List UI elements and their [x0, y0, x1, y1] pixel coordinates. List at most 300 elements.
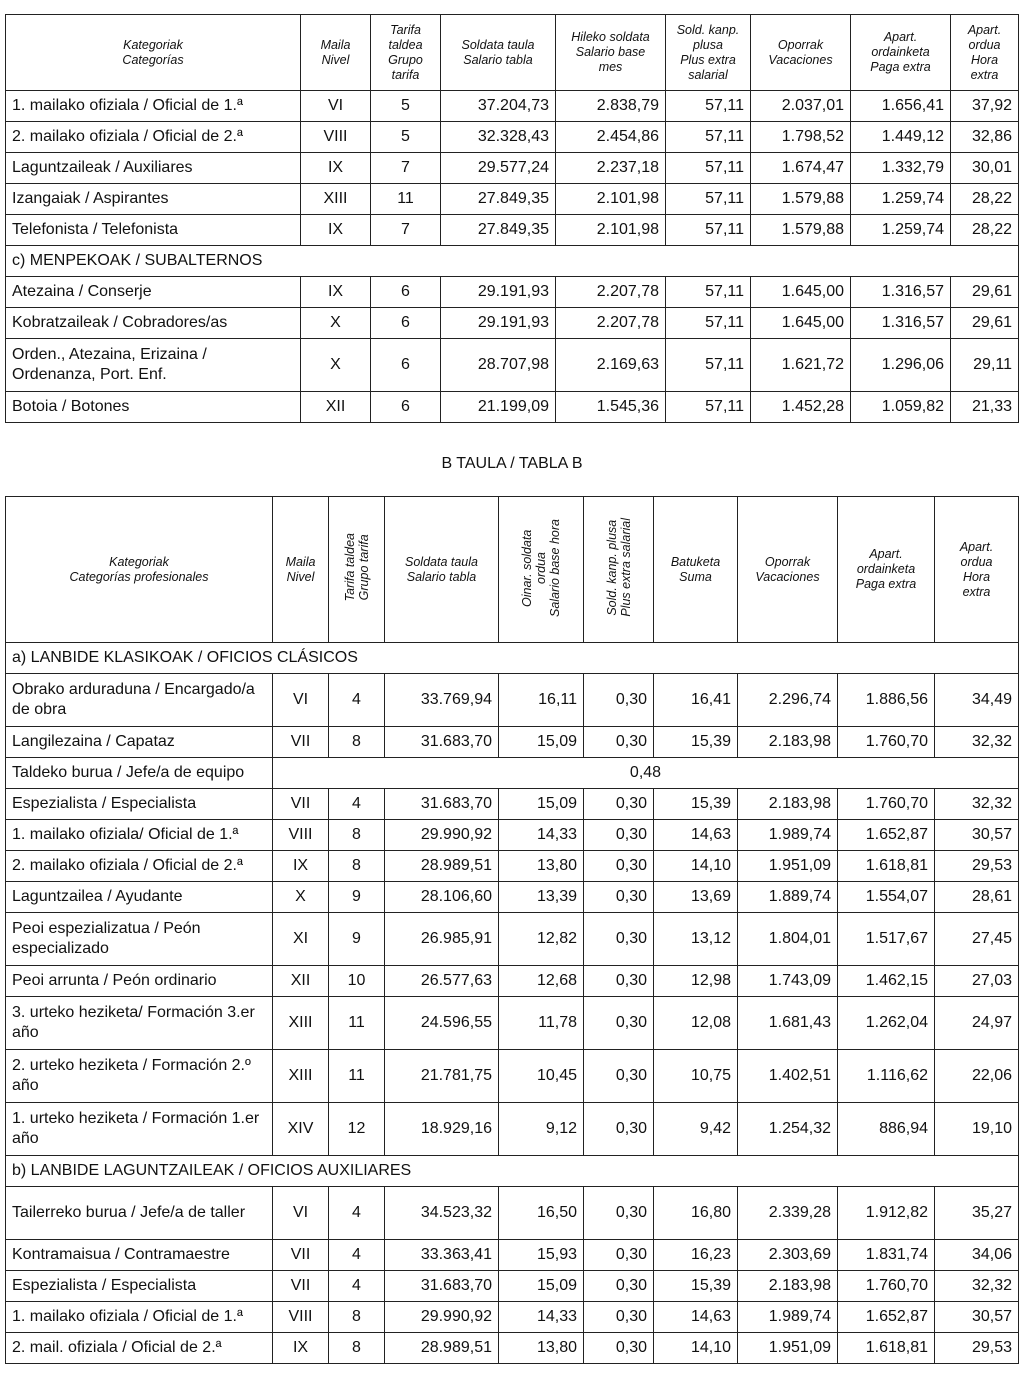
plus-cell: 0,30	[584, 674, 654, 727]
mes-cell: 2.101,98	[556, 215, 666, 246]
paga-cell: 1.059,82	[851, 392, 951, 423]
mes-cell: 2.207,78	[556, 308, 666, 339]
hora-cell: 34,49	[935, 674, 1019, 727]
hora-cell: 28,22	[951, 215, 1019, 246]
category-cell: Atezaina / Conserje	[6, 277, 301, 308]
vac-cell: 2.183,98	[738, 789, 838, 820]
table-row	[6, 1240, 1019, 1271]
hora-cell: 21,33	[951, 392, 1019, 423]
paga-cell: 1.262,04	[838, 997, 935, 1050]
nivel-cell: IX	[301, 277, 371, 308]
plus-cell: 0,30	[584, 997, 654, 1050]
grupo-cell: 8	[329, 1333, 385, 1364]
nivel-cell: XIII	[273, 997, 329, 1050]
column-header	[654, 497, 738, 643]
nivel-cell: VIII	[273, 1302, 329, 1333]
paga-cell: 1.296,06	[851, 339, 951, 392]
column-header-line: Hileko soldata	[571, 30, 650, 44]
vac-cell: 1.989,74	[738, 1302, 838, 1333]
table-row	[6, 1050, 1019, 1103]
column-header-line: Categorías profesionales	[69, 569, 209, 584]
grupo-cell: 4	[329, 1187, 385, 1240]
mes-cell: 2.207,78	[556, 277, 666, 308]
column-header-line: Categorías	[122, 52, 184, 67]
suma-cell: 14,10	[654, 1333, 738, 1364]
nivel-cell: VII	[273, 1271, 329, 1302]
category-cell: Kobratzaileak / Cobradores/as	[6, 308, 301, 339]
paga-cell: 1.912,82	[838, 1187, 935, 1240]
paga-cell: 1.332,79	[851, 153, 951, 184]
category-cell: Kontramaisua / Contramaestre	[6, 1240, 273, 1271]
tabla-cell: 32.328,43	[441, 122, 556, 153]
column-header	[441, 15, 556, 91]
column-header-line: ordua	[960, 554, 993, 569]
suma-cell: 14,63	[654, 1302, 738, 1333]
tabla-cell: 24.596,55	[385, 997, 499, 1050]
vac-cell: 1.951,09	[738, 851, 838, 882]
vac-cell: 2.183,98	[738, 727, 838, 758]
column-header-line: Oinar. soldata	[520, 528, 534, 607]
tabla-cell: 31.683,70	[385, 1271, 499, 1302]
nivel-cell: X	[301, 339, 371, 392]
paga-cell: 1.831,74	[838, 1240, 935, 1271]
tabla-cell: 31.683,70	[385, 727, 499, 758]
column-header-line: Hora	[970, 52, 999, 67]
tabla-cell: 33.363,41	[385, 1240, 499, 1271]
column-header	[751, 15, 851, 91]
base-cell: 14,33	[499, 1302, 584, 1333]
column-header	[556, 15, 666, 91]
table-row	[6, 758, 1019, 789]
tabla-cell: 33.769,94	[385, 674, 499, 727]
mes-cell: 2.169,63	[556, 339, 666, 392]
paga-cell: 1.116,62	[838, 1050, 935, 1103]
section-heading: a) LANBIDE KLASIKOAK / OFICIOS CLÁSICOS	[6, 643, 1019, 674]
mes-cell: 2.454,86	[556, 122, 666, 153]
tabla-cell: 28.989,51	[385, 1333, 499, 1364]
table-row	[6, 1302, 1019, 1333]
tabla-cell: 29.191,93	[441, 308, 556, 339]
column-header-line: Maila	[285, 554, 316, 569]
mes-cell: 1.545,36	[556, 392, 666, 423]
base-cell: 16,50	[499, 1187, 584, 1240]
column-header-line: Plus extra	[680, 52, 736, 67]
base-cell: 15,09	[499, 789, 584, 820]
paga-cell: 1.259,74	[851, 184, 951, 215]
column-header	[738, 497, 838, 643]
column-header	[666, 15, 751, 91]
category-cell: Obrako arduraduna / Encargado/a de obra	[6, 674, 273, 727]
column-header-line: Apart.	[967, 22, 1002, 37]
plus-cell: 0,30	[584, 851, 654, 882]
column-header	[935, 497, 1019, 643]
plus-cell: 0,30	[584, 789, 654, 820]
hora-cell: 30,57	[935, 820, 1019, 851]
suma-cell: 13,69	[654, 882, 738, 913]
nivel-cell: X	[301, 308, 371, 339]
plus-cell: 0,30	[584, 966, 654, 997]
column-header-line: ordainketa	[856, 562, 916, 576]
plus-cell: 0,30	[584, 1240, 654, 1271]
nivel-cell: VII	[273, 789, 329, 820]
column-header-line: Salario tabla	[406, 569, 477, 584]
column-header-line: mes	[598, 60, 623, 74]
base-cell: 16,11	[499, 674, 584, 727]
grupo-cell: 9	[329, 882, 385, 913]
hora-cell: 32,32	[935, 727, 1019, 758]
suma-cell: 12,98	[654, 966, 738, 997]
tabla-cell: 27.849,35	[441, 184, 556, 215]
column-header-line: Nivel	[321, 52, 350, 67]
nivel-cell: VI	[273, 1187, 329, 1240]
tabla-cell: 29.191,93	[441, 277, 556, 308]
category-cell: Peoi espezializatua / Peón especializado	[6, 913, 273, 966]
table-row	[6, 851, 1019, 882]
nivel-cell: XIII	[273, 1050, 329, 1103]
category-cell: 1. mailako ofiziala / Oficial de 1.ª	[6, 91, 301, 122]
column-header-line: Oporrak	[764, 554, 811, 569]
column-header-line: Grupo	[388, 52, 423, 67]
category-cell: 1. mailako ofiziala/ Oficial de 1.ª	[6, 820, 273, 851]
paga-cell: 1.652,87	[838, 1302, 935, 1333]
plus-cell: 57,11	[666, 184, 751, 215]
hora-cell: 35,27	[935, 1187, 1019, 1240]
vac-cell: 1.743,09	[738, 966, 838, 997]
hora-cell: 22,06	[935, 1050, 1019, 1103]
grupo-cell: 4	[329, 674, 385, 727]
grupo-cell: 10	[329, 966, 385, 997]
plus-cell: 0,30	[584, 820, 654, 851]
column-header-line: ordua	[534, 551, 548, 584]
category-cell: Peoi arrunta / Peón ordinario	[6, 966, 273, 997]
grupo-cell: 8	[329, 851, 385, 882]
grupo-cell: 6	[371, 392, 441, 423]
column-header-line: Suma	[679, 569, 712, 584]
hora-cell: 19,10	[935, 1103, 1019, 1156]
tabla-cell: 28.989,51	[385, 851, 499, 882]
paga-cell: 1.449,12	[851, 122, 951, 153]
grupo-cell: 6	[371, 339, 441, 392]
nivel-cell: VIII	[301, 122, 371, 153]
column-header-line: Maila	[320, 37, 351, 52]
paga-cell: 1.760,70	[838, 727, 935, 758]
base-cell: 9,12	[499, 1103, 584, 1156]
column-header	[273, 497, 329, 643]
grupo-cell: 4	[329, 1271, 385, 1302]
suma-cell: 13,12	[654, 913, 738, 966]
grupo-cell: 4	[329, 1240, 385, 1271]
column-header-line: Plus extra salarial	[618, 518, 633, 617]
salary-table-a	[5, 14, 1019, 423]
table-b-header-row	[6, 497, 1019, 643]
column-header	[6, 497, 273, 643]
section-heading: c) MENPEKOAK / SUBALTERNOS	[6, 246, 1019, 277]
table-row	[6, 789, 1019, 820]
paga-cell: 1.316,57	[851, 308, 951, 339]
vac-cell: 2.037,01	[751, 91, 851, 122]
column-header-line: ordainketa	[871, 45, 930, 59]
base-cell: 15,09	[499, 1271, 584, 1302]
suma-cell: 14,63	[654, 820, 738, 851]
grupo-cell: 7	[371, 153, 441, 184]
column-header-line: Apart.	[959, 539, 994, 554]
mes-cell: 2.838,79	[556, 91, 666, 122]
plus-cell: 0,30	[584, 882, 654, 913]
category-cell: Espezialista / Especialista	[6, 789, 273, 820]
column-header-line: taldea	[388, 37, 423, 52]
plus-cell: 57,11	[666, 339, 751, 392]
table-row	[6, 966, 1019, 997]
plus-cell: 0,30	[584, 727, 654, 758]
plus-cell: 0,30	[584, 1187, 654, 1240]
column-header-line: Salario base hora	[548, 518, 562, 617]
column-header-line: Batuketa	[670, 554, 721, 569]
tabla-cell: 29.990,92	[385, 1302, 499, 1333]
column-header	[301, 15, 371, 91]
column-header-line: plusa	[693, 37, 723, 52]
plus-cell: 0,30	[584, 1302, 654, 1333]
column-header-line: Hora	[962, 569, 991, 584]
plus-cell: 0,30	[584, 1103, 654, 1156]
plus-cell: 57,11	[666, 91, 751, 122]
vac-cell: 1.452,28	[751, 392, 851, 423]
column-header-line: Paga extra	[855, 577, 917, 591]
column-header-line: Kategoriak	[123, 37, 183, 52]
paga-cell: 1.760,70	[838, 1271, 935, 1302]
grupo-cell: 7	[371, 215, 441, 246]
base-cell: 13,80	[499, 851, 584, 882]
column-header-line: Vacaciones	[768, 52, 833, 67]
plus-cell: 57,11	[666, 392, 751, 423]
tabla-cell: 21.199,09	[441, 392, 556, 423]
table-row	[6, 308, 1019, 339]
category-cell: 2. mailako ofiziala / Oficial de 2.ª	[6, 122, 301, 153]
vac-cell: 1.681,43	[738, 997, 838, 1050]
nivel-cell: VIII	[273, 820, 329, 851]
column-header-line: salarial	[688, 67, 728, 82]
column-header-line: Tarifa	[390, 22, 421, 37]
tabla-cell: 26.577,63	[385, 966, 499, 997]
hora-cell: 32,86	[951, 122, 1019, 153]
grupo-cell: 9	[329, 913, 385, 966]
paga-cell: 1.886,56	[838, 674, 935, 727]
table-row	[6, 184, 1019, 215]
base-cell: 10,45	[499, 1050, 584, 1103]
plus-cell: 57,11	[666, 122, 751, 153]
grupo-cell: 11	[371, 184, 441, 215]
vac-cell: 1.674,47	[751, 153, 851, 184]
column-header-line: ordua	[968, 37, 1001, 52]
tabla-cell: 28.106,60	[385, 882, 499, 913]
table-row	[6, 727, 1019, 758]
column-header-line: extra	[970, 67, 999, 82]
grupo-cell: 5	[371, 91, 441, 122]
vac-cell: 1.645,00	[751, 277, 851, 308]
tabla-cell: 21.781,75	[385, 1050, 499, 1103]
plus-cell: 0,30	[584, 1271, 654, 1302]
vac-cell: 1.889,74	[738, 882, 838, 913]
grupo-cell: 12	[329, 1103, 385, 1156]
hora-cell: 27,03	[935, 966, 1019, 997]
column-header	[584, 497, 654, 643]
suma-cell: 9,42	[654, 1103, 738, 1156]
vac-cell: 1.579,88	[751, 184, 851, 215]
vac-cell: 1.989,74	[738, 820, 838, 851]
suma-cell: 14,10	[654, 851, 738, 882]
column-header-line: Soldata taula	[405, 554, 478, 569]
column-header-line: Apart.	[869, 547, 903, 561]
nivel-cell: XI	[273, 913, 329, 966]
column-header-line: Sold. kanp.	[676, 22, 740, 37]
suma-cell: 10,75	[654, 1050, 738, 1103]
nivel-cell: IX	[273, 851, 329, 882]
spanned-value-cell: 0,48	[273, 758, 1019, 789]
category-cell: Telefonista / Telefonista	[6, 215, 301, 246]
tabla-cell: 29.990,92	[385, 820, 499, 851]
base-cell: 12,68	[499, 966, 584, 997]
vac-cell: 1.798,52	[751, 122, 851, 153]
table-row	[6, 1103, 1019, 1156]
hora-cell: 30,57	[935, 1302, 1019, 1333]
category-cell: 2. urteko heziketa / Formación 2.º año	[6, 1050, 273, 1103]
nivel-cell: XIV	[273, 1103, 329, 1156]
base-cell: 15,93	[499, 1240, 584, 1271]
column-header	[6, 15, 301, 91]
category-cell: 3. urteko heziketa/ Formación 3.er año	[6, 997, 273, 1050]
plus-cell: 0,30	[584, 913, 654, 966]
vac-cell: 1.402,51	[738, 1050, 838, 1103]
suma-cell: 12,08	[654, 997, 738, 1050]
vac-cell: 2.303,69	[738, 1240, 838, 1271]
suma-cell: 16,41	[654, 674, 738, 727]
suma-cell: 16,80	[654, 1187, 738, 1240]
grupo-cell: 6	[371, 308, 441, 339]
column-header-line: Tarifa taldea	[342, 533, 357, 602]
paga-cell: 1.462,15	[838, 966, 935, 997]
category-cell: Laguntzailea / Ayudante	[6, 882, 273, 913]
nivel-cell: XII	[301, 392, 371, 423]
vac-cell: 1.804,01	[738, 913, 838, 966]
tabla-cell: 27.849,35	[441, 215, 556, 246]
paga-cell: 1.259,74	[851, 215, 951, 246]
category-cell: 2. mail. ofiziala / Oficial de 2.ª	[6, 1333, 273, 1364]
table-row	[6, 153, 1019, 184]
tabla-cell: 28.707,98	[441, 339, 556, 392]
section-heading: b) LANBIDE LAGUNTZAILEAK / OFICIOS AUXILIARES	[6, 1156, 1019, 1187]
vac-cell: 1.621,72	[751, 339, 851, 392]
paga-cell: 1.517,67	[838, 913, 935, 966]
hora-cell: 29,61	[951, 277, 1019, 308]
table-row	[6, 122, 1019, 153]
category-cell: Langilezaina / Capataz	[6, 727, 273, 758]
paga-cell: 1.656,41	[851, 91, 951, 122]
nivel-cell: IX	[273, 1333, 329, 1364]
grupo-cell: 8	[329, 727, 385, 758]
category-cell: 2. mailako ofiziala / Oficial de 2.ª	[6, 851, 273, 882]
column-header-line: Salario base	[575, 45, 646, 59]
table-row	[6, 392, 1019, 423]
nivel-cell: IX	[301, 153, 371, 184]
column-header-line: Kategoriak	[109, 554, 169, 569]
column-header-line: Oporrak	[777, 37, 824, 52]
category-cell: Taldeko burua / Jefe/a de equipo	[6, 758, 273, 789]
category-cell: Orden., Atezaina, Erizaina / Ordenanza, Port. Enf.	[6, 339, 301, 392]
column-header-line: Vacaciones	[755, 569, 820, 584]
paga-cell: 1.618,81	[838, 1333, 935, 1364]
vac-cell: 1.254,32	[738, 1103, 838, 1156]
column-header	[329, 497, 385, 643]
hora-cell: 32,32	[935, 1271, 1019, 1302]
grupo-cell: 4	[329, 789, 385, 820]
base-cell: 13,39	[499, 882, 584, 913]
tabla-cell: 29.577,24	[441, 153, 556, 184]
base-cell: 15,09	[499, 727, 584, 758]
column-header-line: Sold. kanp. plusa	[604, 519, 619, 616]
hora-cell: 29,61	[951, 308, 1019, 339]
nivel-cell: XII	[273, 966, 329, 997]
nivel-cell: X	[273, 882, 329, 913]
grupo-cell: 11	[329, 1050, 385, 1103]
paga-cell: 886,94	[838, 1103, 935, 1156]
paga-cell: 1.652,87	[838, 820, 935, 851]
table-row	[6, 674, 1019, 727]
plus-cell: 0,30	[584, 1050, 654, 1103]
hora-cell: 29,53	[935, 1333, 1019, 1364]
column-header	[951, 15, 1019, 91]
table-b-title: B TAULA / TABLA B	[441, 455, 583, 472]
vac-cell: 2.339,28	[738, 1187, 838, 1240]
plus-cell: 57,11	[666, 277, 751, 308]
table-row	[6, 91, 1019, 122]
section-row	[6, 1156, 1019, 1187]
hora-cell: 32,32	[935, 789, 1019, 820]
nivel-cell: VI	[301, 91, 371, 122]
nivel-cell: XIII	[301, 184, 371, 215]
hora-cell: 28,61	[935, 882, 1019, 913]
suma-cell: 15,39	[654, 1271, 738, 1302]
suma-cell: 15,39	[654, 789, 738, 820]
hora-cell: 29,11	[951, 339, 1019, 392]
column-header-line: Apart.	[883, 30, 918, 44]
column-header-line: Soldata taula	[461, 37, 535, 52]
nivel-cell: IX	[301, 215, 371, 246]
table-row	[6, 820, 1019, 851]
plus-cell: 0,30	[584, 1333, 654, 1364]
grupo-cell: 11	[329, 997, 385, 1050]
category-cell: Espezialista / Especialista	[6, 1271, 273, 1302]
hora-cell: 29,53	[935, 851, 1019, 882]
category-cell: Tailerreko burua / Jefe/a de taller	[6, 1187, 273, 1240]
column-header	[499, 497, 584, 643]
table-a-header-row	[6, 15, 1019, 91]
plus-cell: 57,11	[666, 308, 751, 339]
suma-cell: 15,39	[654, 727, 738, 758]
base-cell: 11,78	[499, 997, 584, 1050]
hora-cell: 27,45	[935, 913, 1019, 966]
table-row	[6, 913, 1019, 966]
grupo-cell: 8	[329, 1302, 385, 1333]
salary-table-b	[5, 496, 1019, 1364]
nivel-cell: VI	[273, 674, 329, 727]
section-row	[6, 246, 1019, 277]
vac-cell: 1.645,00	[751, 308, 851, 339]
tabla-cell: 34.523,32	[385, 1187, 499, 1240]
grupo-cell: 8	[329, 820, 385, 851]
base-cell: 12,82	[499, 913, 584, 966]
vac-cell: 1.951,09	[738, 1333, 838, 1364]
mes-cell: 2.101,98	[556, 184, 666, 215]
column-header-line: Nivel	[286, 569, 315, 584]
